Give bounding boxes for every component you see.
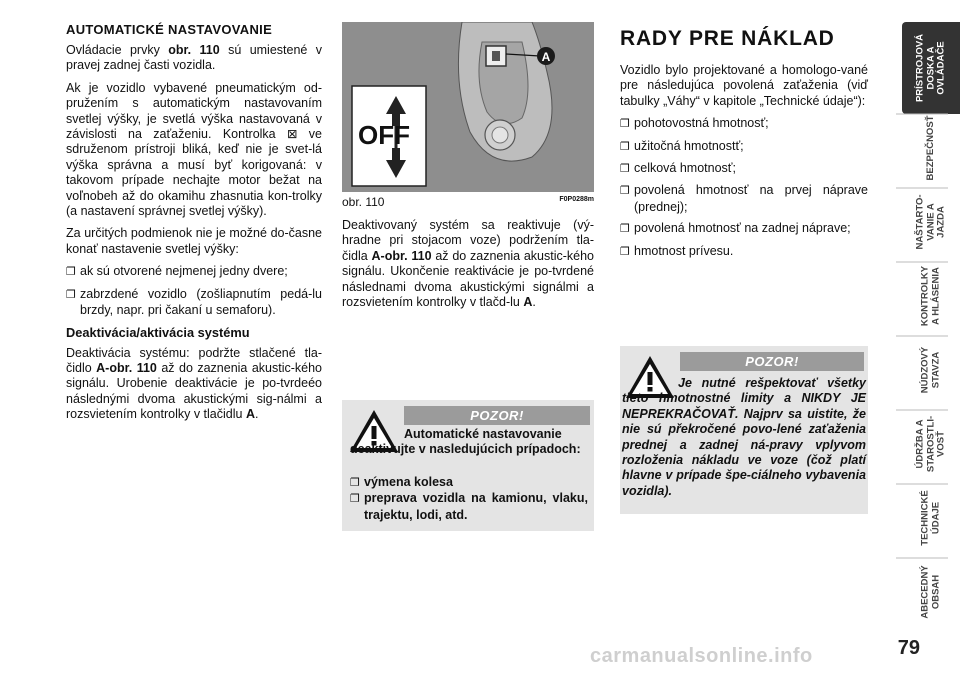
tab-starting-driving[interactable]: NAŠTARTO- VANIE A JAZDA [914,193,947,250]
checkbox-bullet-icon: ❐ [620,245,630,258]
checkbox-bullet-icon: ❐ [66,266,76,279]
list-item: ❐ zabrzdené vozidlo (zošliapnutím pedá-lu brzdy, napr. pri čakaní u semaforu). [66,286,322,318]
list-item: ❐ celková hmotnosť; [620,161,868,177]
paragraph-controls: Ovládacie prvky obr. 110 sú umiestené v pravej zadnej časti vozidla. [66,43,323,73]
checkbox-bullet-icon: ❐ [620,140,630,153]
warning-list [350,475,588,523]
list-item: ❐ povolená hmotnosť na zadnej náprave; [620,221,868,237]
list-item: ❐ užitočná hmotnostť; [620,139,868,155]
page-number: 79 [897,637,920,659]
tab-technical-data[interactable]: TECHNICKÉ ÚDAJE [919,489,941,546]
checkbox-bullet-icon: ❐ [620,223,630,236]
off-label: OFF [358,120,410,150]
tab-emergency[interactable]: NÚDZOVÝ STAVZA [919,346,941,393]
warning-text: Je nutné rešpektovať všetky tieto hmotnostné limity a NIKDY JE NEPREKRAČOVAŤ. Najprv sa uistite, že nie sú překročené povo-lené zaťaženia prednej a zadnej ná-pravy vplyvom rozloženia nákladu ve voze (čož platí hlavne v prípade špe-ciálneho vybavenia vozidla). [622,376,866,498]
column-left [66,22,322,430]
warning-tag: POZOR! [404,406,590,425]
checkbox-bullet-icon: ❐ [350,493,360,506]
watermark: carmanualsonline.info [590,645,813,667]
checkbox-bullet-icon: ❐ [620,185,630,198]
sidebar-dividers [892,108,952,628]
paragraph-conditions: Za určitých podmienok nie je možné do-časne konať nastavenie svetlej výšky: [66,226,322,256]
list-item: ❐ hmotnost prívesu. [620,244,868,260]
list-item: ❐ výmena kolesa [350,475,588,491]
warning-box-load [620,346,868,514]
checkbox-bullet-icon: ❐ [66,288,76,301]
section-heading-deactivation: Deaktivácia/aktivácia systému [66,324,250,340]
list-item: ❐ povolená hmotnosť na prvej náprave (prednej); [620,183,868,214]
paragraph-load: Vozidlo bylo projektované a homologo-vané pre následujúca povolená zaťaženia (viď tabulky „Váhy“ v kapitole „Technické údaje“): [620,63,868,108]
page-title: RADY PRE NÁKLAD [620,27,835,50]
paragraph-reactivation: Deaktivovaný systém sa reaktivuje (vý-hradne pri stojacom voze) podržením tla-čidla A-obr. 110 až do zaznenia akustic-kého signálu. Ukončenie reaktivácie je po-tvrdené následnami dvoma akustickými signálmi a rozsvietením kontrolky v tlačd-lu A. [342,218,594,310]
weights-list [620,116,868,260]
callout-a: A [541,50,551,64]
figure-code: F0P0288m [559,196,594,203]
checkbox-bullet-icon: ❐ [620,163,630,176]
paragraph-deactivation: Deaktivácia systému: podržte stlačené tla-čidlo A-obr. 110 až do zaznenia akustic-kého signálu. Urobenie deaktivácie je po-tvrdeéo následnými dvoma akustickými sig-nálmi a rozsvietením kontrolky v tlačidlu A. [66,345,322,422]
checkbox-bullet-icon: ❐ [350,477,360,489]
section-heading-automatic: AUTOMATICKÉ NASTAVOVANIE [66,22,273,37]
tab-maintenance[interactable]: ÚDRŽBA A STAROSTLI- VOSŤ [914,415,947,472]
warning-box-automatic [342,400,594,531]
warning-tag: POZOR! [680,352,864,371]
paragraph-suspension: Ak je vozidlo vybavené pneumatickým od-pružením s automatickým nastavovaním svetlej výšky, je svetlá výška nastavovaná v závislosti na zaťaženiu. Kontrolka ⊠ ve sdruženom prístroji bliká, keď nie je svet-lá výška správna a musí byť korigovaná: v takovom prípade nechajte motor bežat na voľnobeh až do okamihu zhasnutia kon-trolky (a nastavení správnej svetlej výšky). [66,80,322,219]
figure-caption: obr. 110 F0P0288m [342,195,594,209]
figure-110 [342,22,594,192]
tab-instrument-panel[interactable]: PRÍSTROJOVÁ DOSKA A OVLÁDAČE [902,22,960,114]
tab-index[interactable]: ABECEDNÝ OBSAH [919,564,941,619]
warning-intro: Automatické nastavovanie deaktivujte v nasledujúcich prípadoch: [350,427,581,457]
conditions-list [66,264,322,318]
column-middle [342,218,594,317]
tab-warning-lights[interactable]: KONTROLKY A HLÁSENIA [919,265,941,326]
checkbox-bullet-icon: ❐ [620,118,630,131]
control-panel-illustration [342,22,594,192]
list-item: ❐ preprava vozidla na kamionu, vlaku, trajektu, lodi, atd. [350,491,588,522]
list-item: ❐ ak sú otvorené nejmenej jedny dvere; [66,264,322,280]
tab-safety[interactable]: BEZPEČNOSŤ [924,115,936,180]
column-right [620,22,868,266]
list-item: ❐ pohotovostná hmotnosť; [620,116,868,132]
